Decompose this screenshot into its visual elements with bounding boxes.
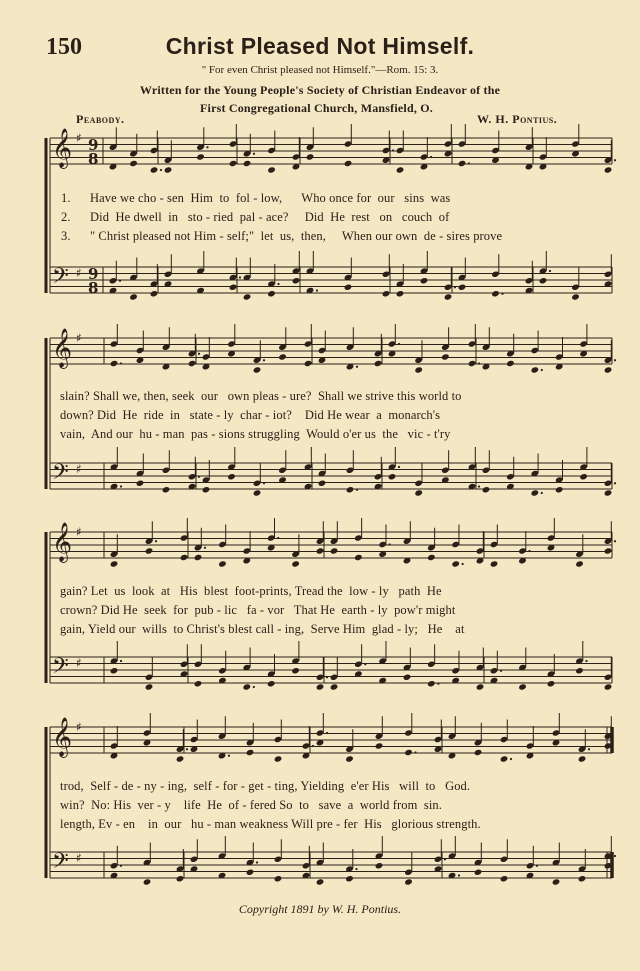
dotted-note-dot — [501, 293, 503, 295]
notehead — [571, 293, 580, 300]
dotted-note-dot — [253, 153, 255, 155]
dotted-note-dot — [614, 482, 616, 484]
key-signature-sharp-icon: ♯ — [76, 462, 82, 476]
key-signature-sharp-icon: ♯ — [76, 131, 82, 145]
notehead — [604, 166, 613, 173]
lyric-line: Have we cho - sen Him to fol - low, Who once for our sins was — [90, 191, 451, 205]
dotted-note-dot — [263, 359, 265, 361]
treble-clef-icon: 𝄞 — [52, 128, 73, 168]
tune-name: Peabody. — [76, 112, 125, 126]
notehead — [604, 366, 613, 373]
treble-clef-icon: 𝄞 — [52, 328, 73, 368]
notehead — [129, 160, 138, 167]
notehead — [243, 160, 252, 167]
dotted-note-dot — [614, 159, 616, 161]
dotted-note-dot — [120, 660, 122, 662]
lyric-line: vain, And our hu - man pas - sions struggling Would o'er us the vic - t'ry — [60, 427, 451, 441]
time-signature-numerator: 9 — [88, 136, 99, 154]
notehead — [344, 160, 353, 167]
notehead — [458, 160, 467, 167]
dotted-note-dot — [454, 286, 456, 288]
notehead — [136, 480, 145, 487]
dotted-note-dot — [458, 874, 460, 876]
notehead — [404, 878, 413, 885]
notehead — [476, 683, 485, 690]
notehead — [420, 277, 429, 284]
dotted-note-dot — [510, 758, 512, 760]
dotted-note-dot — [549, 270, 551, 272]
dotted-note-dot — [120, 362, 122, 364]
notehead — [579, 473, 588, 480]
copyright-notice: Copyright 1891 by W. H. Pontius. — [238, 902, 402, 916]
notehead — [291, 560, 300, 567]
notehead — [404, 749, 413, 756]
notehead — [202, 486, 211, 493]
notehead — [344, 284, 353, 291]
lyric-line: slain? Shall we, then, seek our own pleas - ure? Shall we strive this world to — [60, 389, 462, 403]
notehead — [506, 360, 515, 367]
dotted-note-dot — [155, 540, 157, 542]
dotted-note-dot — [198, 476, 200, 478]
notehead — [414, 489, 423, 496]
notehead — [345, 755, 354, 762]
notehead — [414, 366, 423, 373]
notehead — [316, 878, 325, 885]
dotted-note-dot — [364, 663, 366, 665]
notehead — [162, 486, 171, 493]
notehead — [403, 674, 412, 681]
notehead — [188, 360, 197, 367]
verse-number: 2. — [61, 210, 71, 224]
dotted-note-dot — [541, 369, 543, 371]
notehead — [396, 166, 405, 173]
notehead — [330, 547, 339, 554]
notehead — [578, 755, 587, 762]
notehead — [176, 755, 185, 762]
bass-clef-icon: 𝄢 — [52, 654, 69, 684]
dotted-note-dot — [256, 861, 258, 863]
notehead — [539, 277, 548, 284]
lyric-line: crown? Did He seek for pub - lic fa - vor That He earth - ly pow'r might — [60, 603, 456, 617]
dotted-note-dot — [119, 280, 121, 282]
dotted-note-dot — [585, 660, 587, 662]
notehead — [229, 284, 238, 291]
notehead — [330, 683, 339, 690]
notehead — [110, 560, 119, 567]
notehead — [243, 293, 252, 300]
dotted-note-dot — [437, 683, 439, 685]
time-signature-numerator: 9 — [88, 265, 99, 283]
dotted-note-dot — [312, 745, 314, 747]
notehead — [110, 360, 119, 367]
bass-clef-icon: 𝄢 — [52, 849, 69, 879]
dotted-note-dot — [239, 276, 241, 278]
notehead — [267, 166, 276, 173]
dotted-note-dot — [356, 366, 358, 368]
dotted-note-dot — [398, 466, 400, 468]
notehead — [427, 680, 436, 687]
notehead — [578, 875, 587, 882]
dotted-note-dot — [263, 482, 265, 484]
dotted-note-dot — [277, 283, 279, 285]
notehead — [575, 667, 584, 674]
dotted-note-dot — [228, 755, 230, 757]
notehead — [451, 560, 460, 567]
dotted-note-dot — [414, 751, 416, 753]
notehead — [500, 755, 509, 762]
lyric-line: win? No: His ver - y life He of - fered So to save a world from sin. — [60, 798, 442, 812]
dotted-note-dot — [198, 353, 200, 355]
dotted-note-dot — [541, 492, 543, 494]
notehead — [129, 293, 138, 300]
dotted-note-dot — [528, 550, 530, 552]
notehead — [318, 480, 327, 487]
notehead — [229, 160, 238, 167]
notehead — [196, 153, 205, 160]
dotted-note-dot — [468, 162, 470, 164]
notehead — [253, 489, 262, 496]
dotted-note-dot — [326, 676, 328, 678]
dotted-note-dot — [536, 865, 538, 867]
dotted-note-dot — [206, 146, 208, 148]
key-signature-sharp-icon: ♯ — [76, 266, 82, 280]
dotted-note-dot — [326, 732, 328, 734]
notehead — [346, 486, 355, 493]
dotted-note-dot — [462, 563, 464, 565]
notehead — [164, 166, 173, 173]
notehead — [531, 366, 540, 373]
key-signature-sharp-icon: ♯ — [76, 525, 82, 539]
notehead — [374, 360, 383, 367]
notehead — [547, 680, 556, 687]
notehead — [441, 353, 450, 360]
notehead — [555, 486, 564, 493]
dotted-note-dot — [478, 362, 480, 364]
notehead — [531, 489, 540, 496]
dedication-line-2: First Congregational Church, Mansfield, O. — [200, 101, 433, 115]
notehead — [306, 153, 315, 160]
lyric-line: " Christ pleased not Him - self;" let us, then, When our own de - sires prove — [90, 229, 503, 243]
notehead — [145, 683, 154, 690]
notehead — [345, 875, 354, 882]
notehead — [396, 290, 405, 297]
notehead — [490, 560, 499, 567]
treble-clef-icon: 𝄞 — [52, 717, 73, 757]
dotted-note-dot — [389, 543, 391, 545]
dotted-note-dot — [160, 169, 162, 171]
dotted-note-dot — [356, 489, 358, 491]
notehead — [145, 547, 154, 554]
notehead — [150, 166, 159, 173]
notehead — [375, 862, 384, 869]
dotted-note-dot — [444, 858, 446, 860]
notehead — [267, 290, 276, 297]
notehead — [194, 680, 203, 687]
verse-number: 3. — [61, 229, 71, 243]
notehead — [388, 473, 397, 480]
notehead — [316, 683, 325, 690]
notehead — [575, 560, 584, 567]
notehead — [246, 869, 255, 876]
notehead — [274, 755, 283, 762]
notehead — [427, 554, 436, 561]
notehead — [491, 290, 500, 297]
notehead — [382, 290, 391, 297]
lyric-line: gain, Yield our wills to Christ's blest call - ing, Serve Him glad - ly; He at — [60, 622, 465, 636]
dotted-note-dot — [355, 868, 357, 870]
notehead — [253, 366, 262, 373]
notehead — [143, 878, 152, 885]
notehead — [291, 667, 300, 674]
dotted-note-dot — [120, 865, 122, 867]
lyric-line: down? Did He ride in state - ly char - iot? Did He wear a monarch's — [60, 408, 441, 422]
notehead — [444, 293, 453, 300]
notehead — [194, 554, 203, 561]
notehead — [482, 486, 491, 493]
notehead — [316, 547, 325, 554]
composer-credit: W. H. Pontius. — [477, 112, 558, 126]
notehead — [552, 878, 561, 885]
dotted-note-dot — [614, 855, 616, 857]
dotted-note-dot — [430, 156, 432, 158]
dotted-note-dot — [186, 748, 188, 750]
dotted-note-dot — [316, 289, 318, 291]
dedication-line-1: Written for the Young People's Society of Christian Endeavor of the — [139, 83, 501, 97]
treble-clef-icon: 𝄞 — [52, 522, 73, 562]
notehead — [354, 554, 363, 561]
lyric-line: length, Ev - en in our hu - man weakness Will pre - fer His glorious strength. — [60, 817, 481, 831]
notehead — [304, 360, 313, 367]
dotted-note-dot — [500, 670, 502, 672]
dotted-note-dot — [204, 547, 206, 549]
dotted-note-dot — [120, 485, 122, 487]
dotted-note-dot — [277, 537, 279, 539]
notehead — [292, 277, 301, 284]
time-signature-denominator: 8 — [88, 279, 99, 297]
page-number: 150 — [46, 34, 82, 60]
notehead — [474, 869, 483, 876]
verse-number: 1. — [61, 191, 71, 205]
notehead — [375, 742, 384, 749]
notehead — [458, 284, 467, 291]
scripture-reference: " For even Christ pleased not Himself."—Rom. 15: 3. — [201, 64, 439, 76]
dotted-note-dot — [588, 748, 590, 750]
notehead — [468, 360, 477, 367]
hymn-title: Christ Pleased Not Himself. — [165, 33, 475, 59]
notehead — [176, 875, 185, 882]
dotted-note-dot — [398, 343, 400, 345]
notehead — [267, 680, 276, 687]
notehead — [110, 667, 119, 674]
dotted-note-dot — [392, 149, 394, 151]
lyric-line: Did He dwell in sto - ried pal - ace? Did He rest on couch of — [90, 210, 450, 224]
notehead — [274, 875, 283, 882]
notehead — [243, 683, 252, 690]
dotted-note-dot — [614, 359, 616, 361]
notehead — [218, 560, 227, 567]
notehead — [278, 353, 287, 360]
dotted-note-dot — [478, 485, 480, 487]
notehead — [246, 749, 255, 756]
bass-clef-icon: 𝄢 — [52, 264, 69, 294]
notehead — [150, 290, 159, 297]
notehead — [474, 749, 483, 756]
dotted-note-dot — [253, 686, 255, 688]
dotted-note-dot — [614, 540, 616, 542]
notehead — [500, 875, 509, 882]
key-signature-sharp-icon: ♯ — [76, 331, 82, 345]
key-signature-sharp-icon: ♯ — [76, 851, 82, 865]
time-signature-denominator: 8 — [88, 150, 99, 168]
notehead — [518, 683, 527, 690]
lyric-line: gain? Let us look at His blest foot-prints, Tread the low - ly path He — [60, 584, 442, 598]
notehead — [604, 683, 613, 690]
notehead — [604, 489, 613, 496]
key-signature-sharp-icon: ♯ — [76, 720, 82, 734]
notehead — [604, 547, 613, 554]
lyric-line: trod, Self - de - ny - ing, self - for - get - ting, Yielding e'er His will to God. — [60, 779, 471, 793]
key-signature-sharp-icon: ♯ — [76, 656, 82, 670]
bass-clef-icon: 𝄢 — [52, 460, 69, 490]
notehead — [180, 554, 189, 561]
notehead — [227, 473, 236, 480]
